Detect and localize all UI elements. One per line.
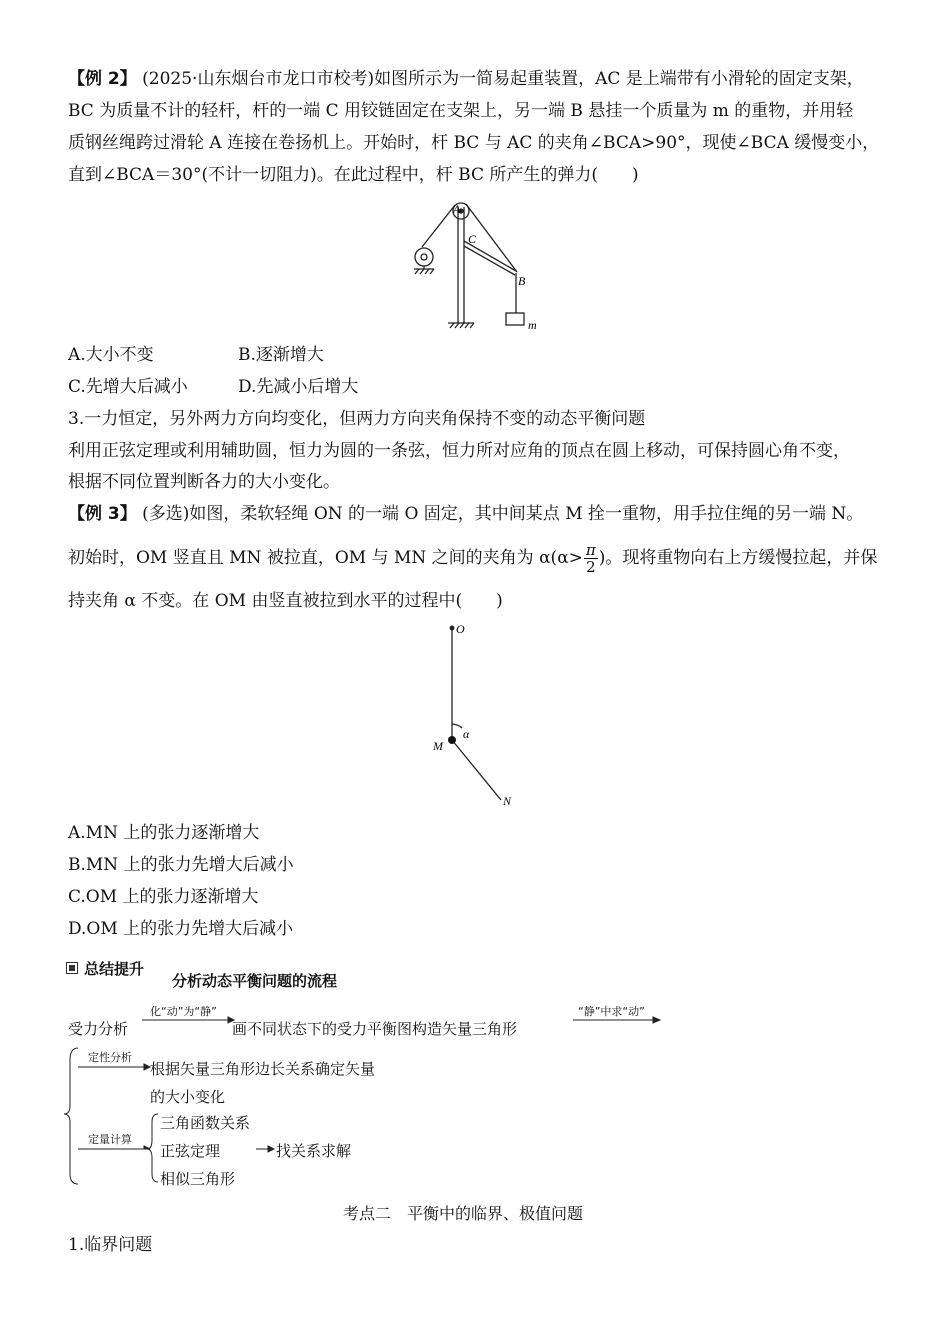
example3-line1 bbox=[68, 503, 863, 525]
example3-text1: (多选)如图，柔软轻绳 ON 的一端 O 固定，其中间某点 M 拴一重物，用手拉住绳的另一端 N。 bbox=[142, 504, 864, 524]
flow-arrow2-label: “静”中求“动” bbox=[578, 1005, 645, 1018]
label-m-point: M bbox=[433, 739, 443, 753]
label-b: B bbox=[518, 274, 526, 288]
flow-arrow1-label: 化“动”为“静” bbox=[150, 1005, 217, 1018]
method-sine-law: 正弦定理 bbox=[160, 1142, 221, 1160]
branch1-text1: 根据矢量三角形边长关系确定矢量 bbox=[150, 1060, 376, 1078]
label-c: C bbox=[468, 232, 477, 246]
crane-figure bbox=[400, 195, 560, 335]
section3-text1: 利用正弦定理或利用辅助圆，恒力为圆的一条弦，恒力所对应角的顶点在圆上移动，可保持圆心角不变， bbox=[68, 441, 850, 461]
rope-mn bbox=[452, 740, 501, 800]
subsection-critical: 1.临界问题 bbox=[68, 1235, 153, 1255]
label-n: N bbox=[503, 794, 512, 808]
example2-line2: BC 为质量不计的轻杆，杆的一端 C 用铰链固定在支架上，另一端 B 悬挂一个质量为 m 的重物，并用轻 bbox=[68, 101, 854, 121]
label-o: O bbox=[456, 622, 465, 636]
wire-to-winch bbox=[422, 205, 455, 247]
example2-option-d: D.先减小后增大 bbox=[238, 377, 359, 397]
section3-heading: 3.一力恒定，另外两力方向均变化，但两力方向夹角保持不变的动态平衡问题 bbox=[68, 409, 646, 429]
flow-step-force-analysis: 受力分析 bbox=[68, 1020, 129, 1038]
rope-figure bbox=[425, 620, 525, 810]
arrow1-head bbox=[228, 1017, 234, 1023]
example3-tag: 【例 3】 bbox=[68, 504, 137, 524]
example3-option-c: C.OM 上的张力逐渐增大 bbox=[68, 887, 259, 907]
label-a: A bbox=[453, 202, 461, 216]
example3-option-d: D.OM 上的张力先增大后减小 bbox=[68, 919, 294, 939]
label-m: m bbox=[528, 318, 537, 332]
example2-line4: 直到∠BCA＝30°(不计一切阻力)。在此过程中，杆 BC 所产生的弹力( ) bbox=[68, 165, 639, 185]
example2-tag: 【例 2】 bbox=[68, 69, 137, 89]
example2-line3: 质钢丝绳跨过滑轮 A 连接在卷扬机上。开始时，杆 BC 与 AC 的夹角∠BCA>90°，现使∠BCA 缓慢变小， bbox=[68, 133, 880, 153]
summary-icon bbox=[66, 962, 78, 974]
weight-point-m bbox=[448, 736, 456, 744]
example3-option-b: B.MN 上的张力先增大后减小 bbox=[68, 855, 294, 875]
example2-option-a: A.大小不变 bbox=[68, 345, 154, 365]
label-alpha: α bbox=[463, 727, 470, 741]
branch1-label: 定性分析 bbox=[88, 1051, 132, 1064]
example2-text1: (2025·山东烟台市龙口市校考)如图所示为一简易起重装置，AC 是上端带有小滑轮的固定支架， bbox=[142, 69, 864, 89]
example3-option-a: A.MN 上的张力逐渐增大 bbox=[68, 823, 260, 843]
method-similar-triangles: 相似三角形 bbox=[160, 1170, 236, 1188]
flow-result: 找关系求解 bbox=[276, 1142, 352, 1160]
fraction-numerator: π bbox=[585, 541, 596, 559]
result-arrow-head bbox=[268, 1146, 274, 1152]
example3-line2-pre: 初始时，OM 竖直且 MN 被拉直，OM 与 MN 之间的夹角为 α(α> bbox=[68, 548, 583, 568]
big-brace bbox=[64, 1048, 78, 1184]
arrow2-head bbox=[653, 1017, 660, 1023]
method-trig: 三角函数关系 bbox=[160, 1114, 251, 1132]
pi-over-2-fraction bbox=[584, 542, 598, 575]
example3-line2 bbox=[68, 540, 877, 576]
example2-option-b: B.逐渐增大 bbox=[238, 345, 324, 365]
winch bbox=[415, 248, 433, 266]
angle-arc bbox=[452, 724, 462, 728]
summary-title: 分析动态平衡问题的流程 bbox=[172, 972, 338, 990]
branch1-text2: 的大小变化 bbox=[150, 1088, 226, 1106]
weight-m bbox=[506, 313, 524, 325]
section3-text2: 根据不同位置判断各力的大小变化。 bbox=[68, 472, 340, 492]
summary-badge: 总结提升 bbox=[84, 960, 145, 978]
example2-line1 bbox=[68, 68, 864, 90]
example2-option-c: C.先增大后减小 bbox=[68, 377, 188, 397]
example3-line3: 持夹角 α 不变。在 OM 由竖直被拉到水平的过程中( ) bbox=[68, 591, 503, 611]
example3-line2-post: )。现将重物向右上方缓慢拉起，并保 bbox=[598, 548, 878, 568]
rod-bc-bottom bbox=[464, 246, 515, 275]
flow-step-draw-triangle: 画不同状态下的受力平衡图构造矢量三角形 bbox=[232, 1020, 518, 1038]
branch2-label: 定量计算 bbox=[88, 1133, 132, 1146]
section-heading-2: 考点二 平衡中的临界、极值问题 bbox=[343, 1204, 584, 1223]
fraction-denominator: 2 bbox=[586, 558, 596, 576]
